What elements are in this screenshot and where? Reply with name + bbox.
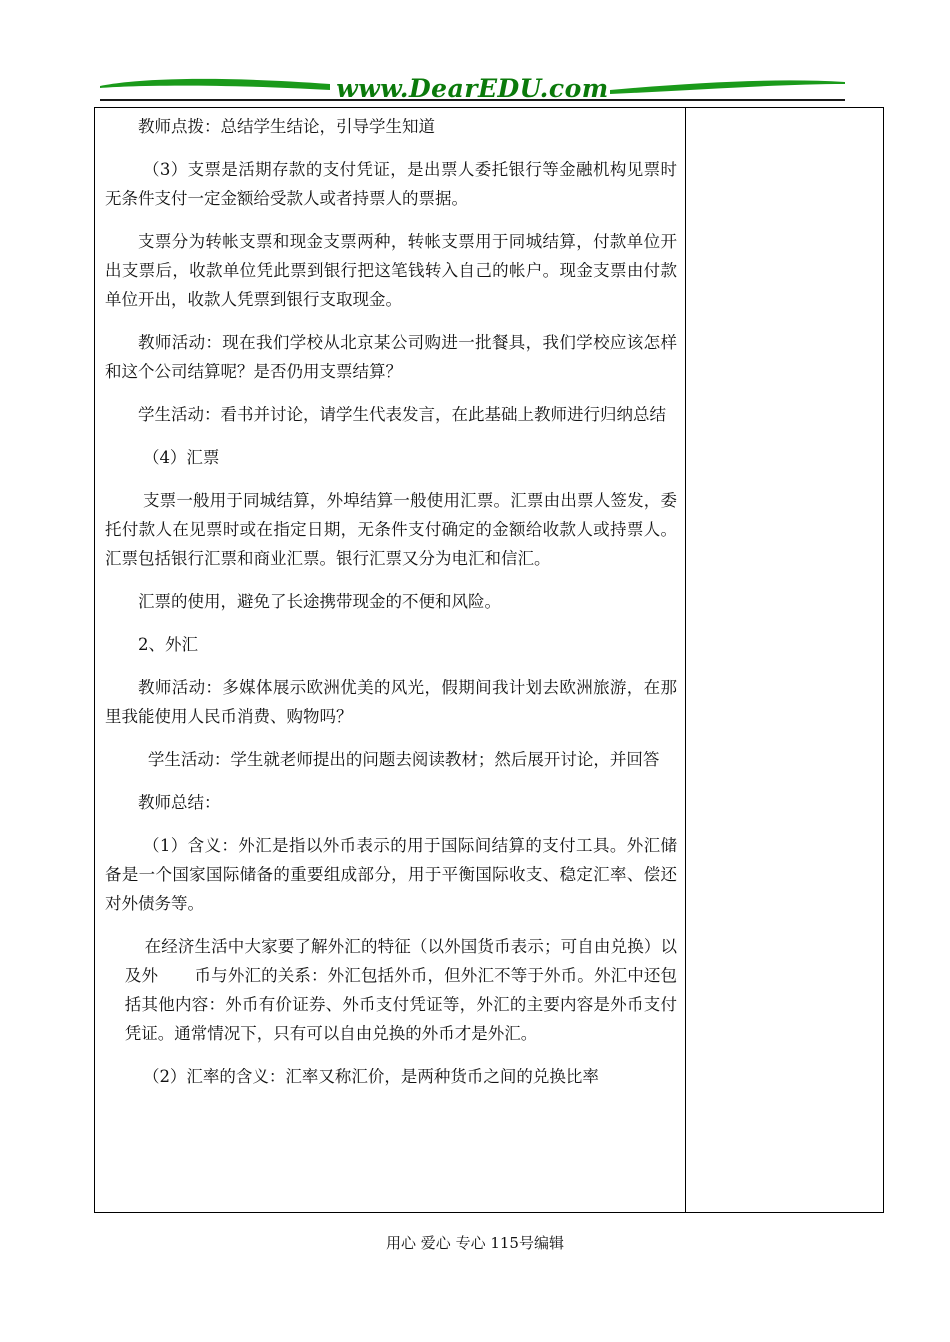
section-heading: 2、外汇 xyxy=(138,635,198,654)
paragraph: （2）汇率的含义：汇率又称汇价，是两种货币之间的兑换比率 xyxy=(142,1067,599,1086)
page-footer: 用心 爱心 专心 115号编辑 xyxy=(386,1234,564,1252)
paragraph: 汇票的使用，避免了长途携带现金的不便和风险。 xyxy=(138,592,501,611)
paragraph: 学生活动：学生就老师提出的问题去阅读教材；然后展开讨论，并回答 xyxy=(147,750,660,769)
paragraph-split xyxy=(105,932,677,1048)
page-header xyxy=(100,72,845,106)
paragraph: 支票一般用于同城结算，外埠结算一般使用汇票。汇票由出票人签发，委托付款人在见票时或在指定日期，无条件支付确定的金额给收款人或持票人。汇票包括银行汇票和商业汇票。银行汇票又分为电汇和信汇。 xyxy=(105,491,677,568)
paragraph: 教师活动：多媒体展示欧洲优美的风光，假期间我计划去欧洲旅游，在那里我能使用人民币消费、购物吗？ xyxy=(105,678,677,726)
paragraph: 支票分为转帐支票和现金支票两种，转帐支票用于同城结算，付款单位开出支票后，收款单位凭此票到银行把这笔钱转入自己的帐户。现金支票由付款单位开出，收款人凭票到银行支取现金。 xyxy=(105,232,677,309)
paragraph: 学生活动：看书并讨论，请学生代表发言，在此基础上教师进行归纳总结 xyxy=(138,405,666,424)
lesson-content xyxy=(105,112,677,1105)
paragraph-heading: （4）汇票 xyxy=(142,448,220,467)
paragraph: 教师点拨：总结学生结论，引导学生知道 xyxy=(138,117,435,136)
paragraph: 教师活动：现在我们学校从北京某公司购进一批餐具，我们学校应该怎样和这个公司结算呢？是否仍用支票结算？ xyxy=(105,333,677,381)
paragraph-part: 币与外汇的关系：外汇包括外币，但外汇不等于外币。外汇中还包括其他内容：外币有价证券、外币支付凭证等，外汇的主要内容是外币支付凭证。通常情况下，只有可以自由兑换的外币才是外汇。 xyxy=(124,966,678,1043)
table-column-divider xyxy=(685,107,686,1213)
paragraph: （3）支票是活期存款的支付凭证，是出票人委托银行等金融机构见票时无条件支付一定金额给受款人或者持票人的票据。 xyxy=(105,160,677,208)
paragraph: 教师总结： xyxy=(138,793,221,812)
site-logo[interactable]: www.DearEDU.com xyxy=(336,74,609,103)
paragraph-part: 在经济生活中大家要了解外汇的特征（以外国货币表示；可自由兑换）以及外 xyxy=(124,937,677,985)
paragraph: （1）含义：外汇是指以外币表示的用于国际间结算的支付工具。外汇储备是一个国家国际储备的重要组成部分，用于平衡国际收支、稳定汇率、偿还对外债务等。 xyxy=(105,836,677,913)
